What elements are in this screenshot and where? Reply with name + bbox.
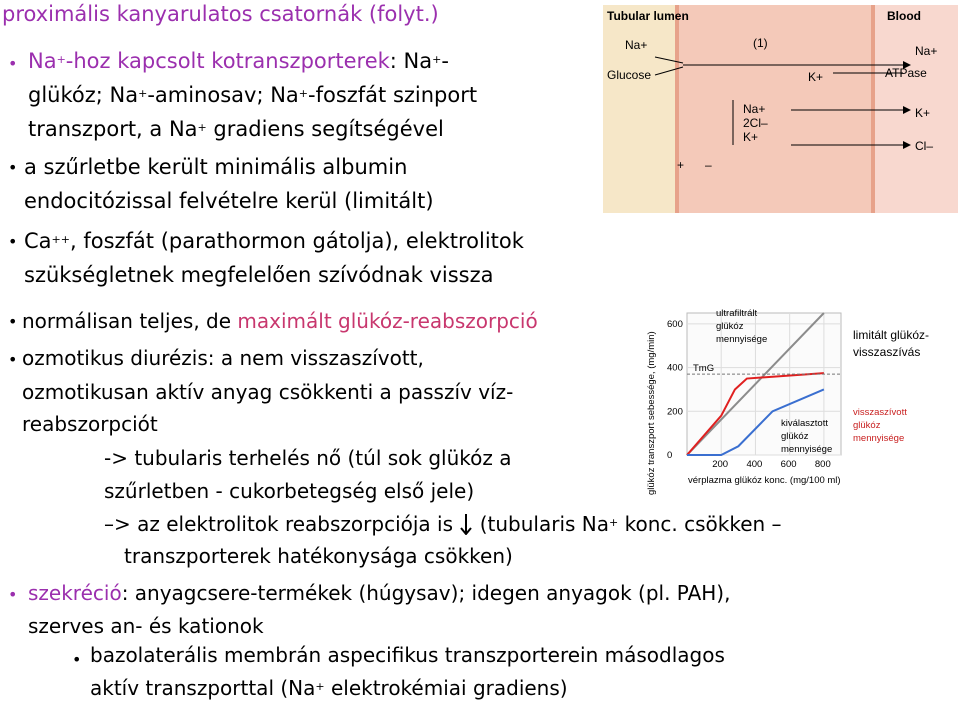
- bullet5-line3: reabszorpciót: [22, 412, 158, 436]
- cl-right-label: Cl–: [915, 139, 934, 153]
- bullet6-sub1: bazolaterális membrán aspecifikus transzporterein másodlagos: [90, 643, 725, 667]
- bullet3-line1: Ca++, foszfát (parathormon gátolja), elektrolitok: [24, 229, 524, 253]
- bullet2-line2: endocitózissal felvételre kerül (limitált): [24, 189, 434, 213]
- cotrans-cl-label: 2Cl–: [743, 116, 768, 130]
- bullet6-line1: szekréció: anyagcsere-termékek (húgysav); idegen anyagok (pl. PAH),: [28, 581, 731, 605]
- bullet5-line2: ozmotikusan aktív anyag csökkenti a passzív víz-: [22, 380, 514, 404]
- bullet3-line2: szükségletnek megfelelően szívódnak vissza: [24, 263, 494, 287]
- na-right-label: Na+: [915, 44, 938, 58]
- bullet-dot: •: [8, 312, 18, 331]
- arrow-down-icon: [459, 513, 473, 535]
- ultra-label-2: glükóz: [716, 321, 744, 332]
- bullet6-sub2: aktív transzporttal (Na+ elektrokémiai gradiens): [90, 676, 568, 700]
- minus-label: –: [705, 158, 712, 172]
- bullet-dot: •: [72, 650, 82, 669]
- kiv-label-3: mennyisége: [781, 444, 833, 455]
- bullet-dot: •: [8, 350, 18, 369]
- bullet5-line6: –> az elektrolitok reabszorpciója is (tubularis Na+ konc. csökken –: [104, 512, 782, 536]
- x-tick-label: 200: [712, 459, 729, 470]
- vissza-label-2: glükóz: [853, 420, 881, 431]
- bullet1-line1: Na+-hoz kapcsolt kotranszporterek: Na+-: [28, 49, 449, 73]
- atpase-label: ATPase: [885, 66, 927, 80]
- x-axis-label: vérplazma glükóz konc. (mg/100 ml): [688, 475, 841, 486]
- cotrans-k-label: K+: [743, 130, 759, 144]
- k-right-label: K+: [915, 106, 931, 120]
- step-label: (1): [753, 36, 768, 50]
- blood-label: Blood: [887, 9, 921, 23]
- glucose-chart: [645, 305, 960, 505]
- kiv-label-1: kiválasztott: [781, 418, 828, 429]
- bullet5-line7: transzporterek hatékonysága csökken): [124, 544, 513, 568]
- k-mid-label: K+: [808, 70, 824, 84]
- vissza-label-3: mennyisége: [853, 433, 905, 444]
- tm-label: TmG: [693, 363, 715, 375]
- x-tick-label: 400: [746, 459, 763, 470]
- bullet-dot: •: [8, 585, 18, 604]
- tubule-transport-diagram: [603, 5, 958, 213]
- bullet4-line1: normálisan teljes, de maximált glükóz-reabszorpció: [22, 309, 538, 333]
- lumen-label: Tubular lumen: [607, 9, 689, 23]
- ultra-label-1: ultrafiltrált: [716, 308, 758, 319]
- bullet6-line2: szerves an- és kationok: [28, 614, 264, 638]
- bullet5-line1: ozmotikus diurézis: a nem visszaszívott,: [22, 346, 424, 370]
- y-axis-label: glükóz transzport sebessége, (mg/min): [646, 331, 657, 495]
- y-tick-label: 600: [667, 318, 683, 330]
- bullet2-line1: a szűrletbe került minimális albumin: [24, 155, 408, 179]
- limit-label-2: visszaszívás: [853, 345, 921, 359]
- kiv-label-2: glükóz: [781, 431, 809, 442]
- bullet1-line3: transzport, a Na+ gradiens segítségével: [28, 117, 444, 141]
- ultra-label-3: mennyisége: [716, 334, 768, 345]
- y-tick-label: 400: [667, 362, 683, 374]
- bullet5-line5: szűrletben - cukorbetegség első jele): [104, 479, 475, 503]
- limit-label-1: limitált glükóz-: [853, 328, 930, 342]
- slide-title: proximális kanyarulatos csatornák (folyt.): [2, 2, 439, 26]
- bullet5-line4: -> tubularis terhelés nő (túl sok glükóz a: [104, 446, 512, 470]
- x-tick-label: 800: [814, 459, 831, 470]
- y-tick-label: 0: [667, 450, 673, 461]
- glucose-label: Glucose: [607, 68, 652, 82]
- bullet-dot: •: [8, 158, 18, 177]
- vissza-label-1: visszaszívott: [853, 407, 907, 418]
- cotrans-na-label: Na+: [743, 102, 766, 116]
- x-tick-label: 600: [780, 459, 797, 470]
- bullet-dot: •: [8, 54, 18, 73]
- y-tick-label: 200: [667, 406, 683, 418]
- plus-label: +: [677, 158, 685, 172]
- bullet-dot: •: [8, 232, 18, 251]
- na-left-label: Na+: [625, 38, 648, 52]
- bullet1-line2: glükóz; Na+-aminosav; Na+-foszfát szinport: [28, 83, 478, 107]
